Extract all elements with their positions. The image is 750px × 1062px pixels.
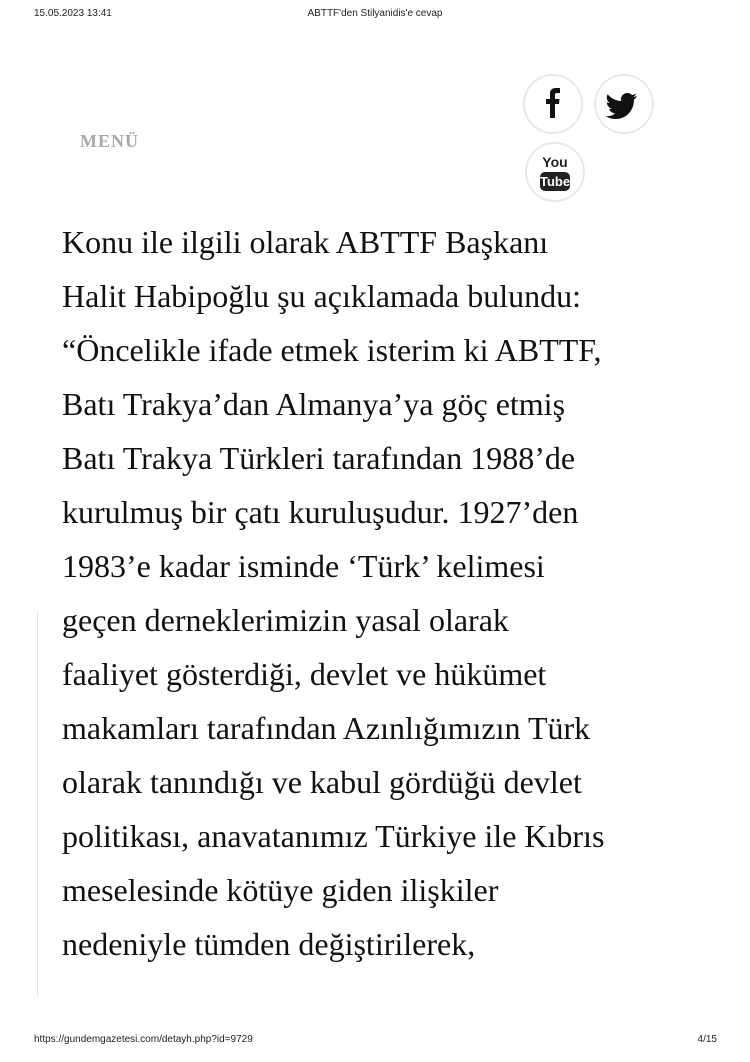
print-footer bbox=[0, 1034, 750, 1050]
article-line: “Öncelikle ifade etmek isterim ki ABTTF, bbox=[62, 332, 602, 368]
article-line: politikası, anavatanımız Türkiye ile Kıbrıs bbox=[62, 818, 605, 854]
article-line: 1983’e kadar isminde ‘Türk’ kelimesi bbox=[62, 548, 545, 584]
twitter-button[interactable] bbox=[594, 74, 654, 134]
article-line: Konu ile ilgili olarak ABTTF Başkanı bbox=[62, 224, 549, 260]
print-url: https://gundemgazetesi.com/detayh.php?id=9729 bbox=[34, 1034, 253, 1045]
facebook-button[interactable] bbox=[523, 74, 583, 134]
article-line: faaliyet gösterdiği, devlet ve hükümet bbox=[62, 656, 547, 692]
print-header bbox=[0, 8, 750, 24]
youtube-button[interactable] bbox=[525, 142, 585, 202]
article-body bbox=[62, 215, 742, 971]
article-line: Batı Trakya Türkleri tarafından 1988’de bbox=[62, 440, 576, 476]
article-line: nedeniyle tümden değiştirilerek, bbox=[62, 926, 476, 962]
twitter-icon bbox=[596, 76, 652, 132]
print-page-title: ABTTF'den Stilyanidis'e cevap bbox=[307, 8, 443, 19]
youtube-logo-top: You bbox=[542, 154, 568, 170]
quote-divider bbox=[37, 612, 38, 997]
print-datetime: 15.05.2023 13:41 bbox=[34, 8, 112, 19]
facebook-icon bbox=[525, 76, 581, 132]
article-line: Batı Trakya’dan Almanya’ya göç etmiş bbox=[62, 386, 566, 422]
print-page-number: 4/15 bbox=[697, 1034, 717, 1045]
article-line: geçen derneklerimizin yasal olarak bbox=[62, 602, 509, 638]
article-line: meselesinde kötüye giden ilişkiler bbox=[62, 872, 499, 908]
article-line: olarak tanındığı ve kabul gördüğü devlet bbox=[62, 764, 582, 800]
youtube-logo-bottom: Tube bbox=[540, 174, 571, 189]
article-line: Halit Habipoğlu şu açıklamada bulundu: bbox=[62, 278, 581, 314]
article-line: makamları tarafından Azınlığımızın Türk bbox=[62, 710, 591, 746]
menu-button[interactable]: MENÜ bbox=[80, 131, 139, 151]
article-line: kurulmuş bir çatı kuruluşudur. 1927’den bbox=[62, 494, 579, 530]
